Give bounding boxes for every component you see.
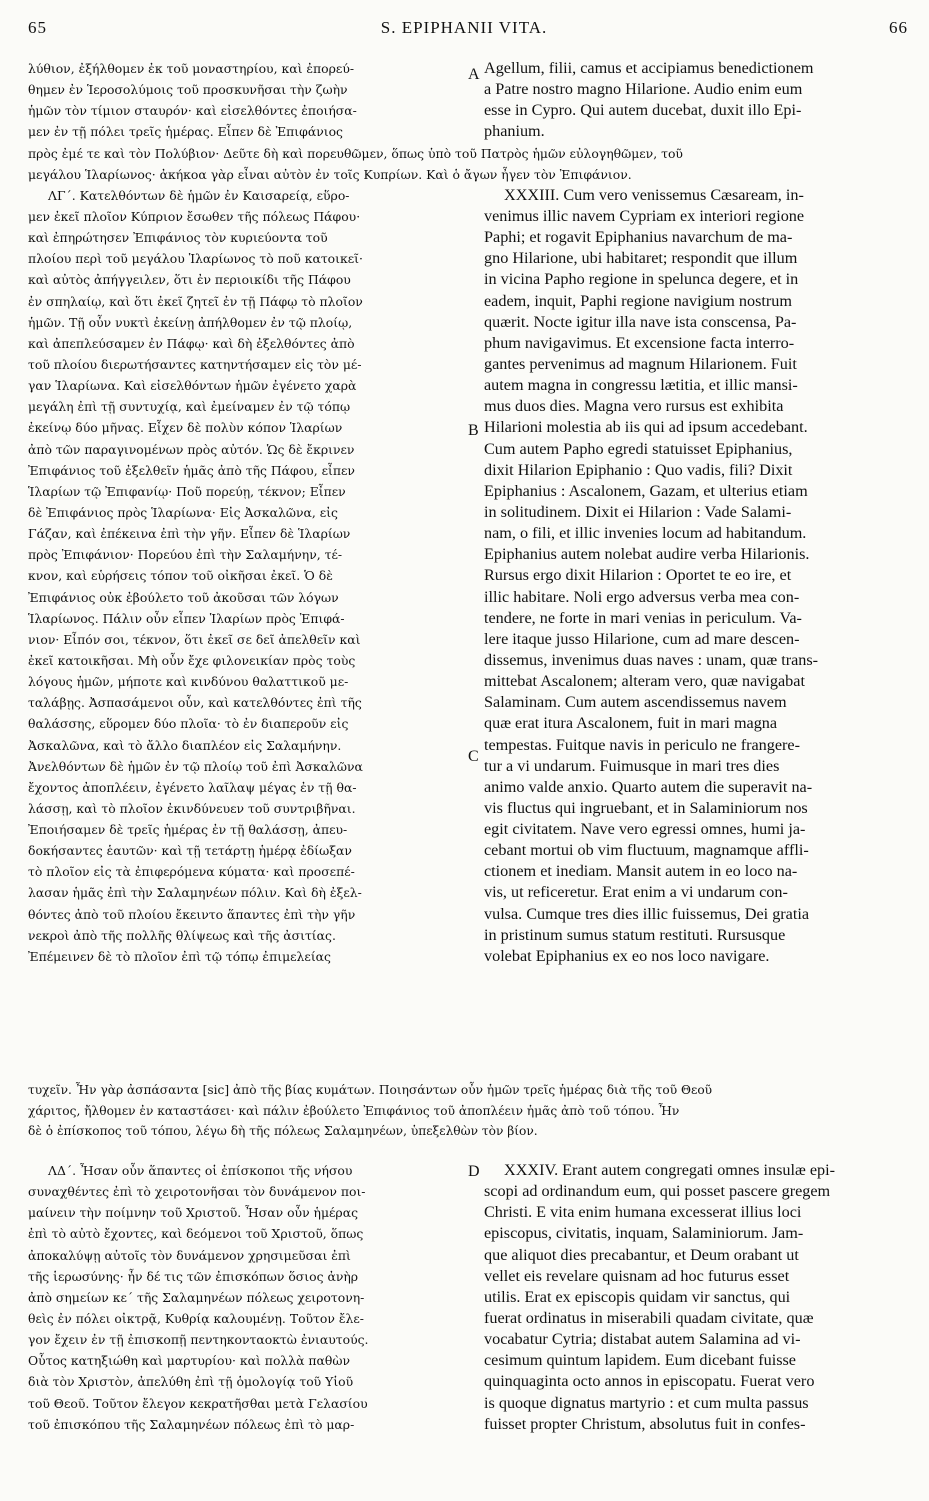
text-line: a Patre nostro magno Hilarione. Audio enim eum: [484, 80, 803, 99]
latin-column-bottom: [484, 1160, 904, 1435]
text-line: πρὸς Ἐπιφάνιον· Πορεύου ἐπὶ τὴν Σαλαμήνην, τέ-: [28, 547, 343, 563]
text-line: ἀπὸ τῶν παραγινομένων πρὸς αὐτόν. Ὡς δὲ ἔκρινεν: [28, 441, 355, 457]
text-line: μεγάλη ἐπὶ τῇ συντυχίᾳ, καὶ ἐμείναμεν ἐν τῷ τόπῳ: [28, 399, 351, 415]
text-line: Rursus ergo dixit Hilarion : Oportet te eo ire, et: [484, 566, 792, 585]
text-line: autem magna in congressu lætitia, et illic mansi-: [484, 376, 798, 395]
text-line: θαλάσσης, εὕρομεν δύο πλοῖα· τὸ ἐν διαπεροῦν εἰς: [28, 716, 349, 732]
text-line: μαίνειν τὴν ποίμνην τοῦ Χριστοῦ. Ἦσαν οὖν ἡμέρας: [28, 1205, 359, 1221]
margin-marker-a: A: [468, 66, 480, 83]
page: [14, 0, 914, 1501]
text-line: γαν Ἱλαρίωνα. Καὶ εἰσελθόντων ἡμῶν ἐγένετο χαρὰ: [28, 378, 357, 394]
text-line: Ἐπιφάνιος τοῦ ἐξελθεῖν ἡμᾶς ἀπὸ τῆς Πάφου, εἶπεν: [28, 462, 355, 478]
text-line: vis fluctus qui ingruebant, et in Salaminiorum nos: [484, 798, 808, 817]
text-line: cesimum quintum lapidem. Eum dicebant fuisse: [484, 1351, 796, 1370]
text-line: vellet eis revelare quisnam ad hoc futurus esset: [484, 1266, 790, 1285]
text-line: συναχθέντες ἐπὶ τὸ χειροτονῆσαι τὸν δυνάμενον ποι-: [28, 1184, 366, 1200]
text-line: νεκροὶ ἀπὸ τῆς πολλῆς θλίψεως καὶ τῆς ἀσιτίας.: [28, 927, 336, 943]
text-line: ἐν σπηλαίῳ, καὶ ὅτι ἐκεῖ ζητεῖ ἐν τῇ Πάφῳ τὸ πλοῖον: [28, 293, 363, 309]
text-line: XXXIII. Cum vero venissemus Cæsaream, in-: [504, 185, 804, 204]
text-line: πρὸς ἐμέ τε καὶ τὸν Πολύβιον· Δεῦτε δὴ καὶ πορευθῶμεν, ὅπως ὑπὸ τοῦ Πατρὸς ἡμῶν εὐλογηθῶμεν, τοῦ: [28, 145, 683, 161]
margin-marker-c: C: [468, 748, 479, 765]
text-line: θημεν ἐν Ἱεροσολύμοις τοῦ προσκυνῆσαι τὴν ζωὴν: [28, 82, 348, 98]
text-line: τὸ πλοῖον εἰς τὰ ἐπιφερόμενα κύματα· καὶ προσεπέ-: [28, 864, 355, 880]
text-line: Οὗτος κατηξιώθη καὶ μαρτυρίου· καὶ πολλὰ παθὼν: [28, 1353, 351, 1369]
text-line: cebant mortui ob vim fluctuum, magnamque affli-: [484, 841, 809, 860]
text-line: phanium.: [484, 122, 545, 141]
text-line: Ἀσκαλῶνα, καὶ τὸ ἄλλο διαπλέον εἰς Σαλαμήνην.: [28, 737, 342, 753]
text-line: vulsa. Cumque tres dies illic fuissemus, Dei gratia: [484, 904, 810, 923]
text-line: Ἐποιήσαμεν δὲ τρεῖς ἡμέρας ἐν τῇ θαλάσσῃ, ἀπευ-: [28, 822, 348, 838]
text-line: Ἀνελθόντων δὲ ἡμῶν ἐν τῷ πλοίῳ τοῦ ἐπὶ Ἀσκαλῶνα: [28, 758, 363, 774]
text-line: ἐπὶ τὸ αὐτὸ ἔχοντες, καὶ δεόμενοι τοῦ Χριστοῦ, ὅπως: [28, 1226, 364, 1242]
text-line: dissemus, invenimus duas naves : unam, quæ trans-: [484, 650, 819, 669]
text-line: δὲ Ἐπιφάνιος πρὸς Ἱλαρίωνα· Εἰς Ἀσκαλῶνα, εἰς: [28, 504, 338, 520]
text-line: mus duos dies. Magna vero rursus est exhibita: [484, 397, 784, 416]
text-line: in vicina Papho regione in spelunca degere, et in: [484, 270, 799, 289]
text-line: τοῦ Θεοῦ. Τοῦτον ἔλεγον κεκρατῆσθαι μετὰ Γελασίου: [28, 1395, 368, 1411]
text-line: fuerat ordinatus in miserabili quadam civitate, quæ: [484, 1308, 814, 1327]
text-line: quærit. Nocte igitur illa nave ista conscensa, Pa-: [484, 312, 797, 331]
text-line: Epiphanius : Ascalonem, Gazam, et ulterius etiam: [484, 481, 808, 500]
text-line: λόγους ἡμῶν, μήποτε καὶ κινδύνου θαλαττικοῦ με-: [28, 674, 349, 690]
text-line: venimus illic navem Cypriam ex interiori regione: [484, 206, 805, 225]
text-line: τοῦ ἐπισκόπου τῆς Σαλαμηνέων πόλεως ἐπὶ τὸ μαρ-: [28, 1416, 355, 1432]
text-line: ΛΓ΄. Κατελθόντων δὲ ἡμῶν ἐν Καισαρείᾳ, εὕρο-: [48, 187, 350, 203]
text-line: Cum autem Papho egredi statuisset Epiphanius,: [484, 439, 793, 458]
margin-marker-d: D: [468, 1163, 480, 1180]
text-line: eadem, inquit, Paphi regione navigium nostrum: [484, 291, 792, 310]
text-line: mittebat Ascalonem; alteram vero, quæ navigabat: [484, 672, 805, 691]
text-line: nam, o fili, et illic invenies locum ad habitandum.: [484, 524, 807, 543]
text-line: phum navigavimus. Et excensione facta interro-: [484, 333, 795, 352]
text-line: μεν ἐν τῇ πόλει τρεῖς ἡμέρας. Εἶπεν δὲ Ἐπιφάνιος: [28, 124, 343, 140]
text-line: ταλάβῃς. Ἀσπασάμενοι οὖν, καὶ κατελθόντες ἐπὶ τῆς: [28, 695, 362, 711]
text-line: utilis. Erat ex episcopis quidam vir sanctus, qui: [484, 1287, 791, 1306]
text-line: Christi. E vita enim humana excesserat illius loci: [484, 1203, 802, 1222]
text-line: Epiphanius autem nolebat audire verba Hilarionis.: [484, 545, 810, 564]
text-line: esse in Cypro. Qui autem ducebat, duxit illo Epi-: [484, 101, 802, 120]
text-line: καὶ αὐτὸς ἀπήγγειλεν, ὅτι ἐν περιοικίδι τῆς Πάφου: [28, 272, 351, 288]
text-line: ἀποκαλύψῃ αὐτοῖς τὸν δυνάμενον χρησιμεῦσαι ἐπὶ: [28, 1247, 351, 1263]
text-line: Γάζαν, καὶ ἐπέκεινα ἐπὶ τὴν γῆν. Εἶπεν δὲ Ἱλαρίων: [28, 526, 351, 542]
text-line: Salaminam. Cum autem ascendissemus navem: [484, 693, 787, 712]
text-line: ἡμῶν. Τῇ οὖν νυκτὶ ἐκείνῃ ἀπήλθομεν ἐν τῷ πλοίῳ,: [28, 314, 353, 330]
text-line: lere itaque jusso Hilarione, cum ad mare descen-: [484, 629, 800, 648]
text-line: δὲ ὁ ἐπίσκοπος τοῦ τόπου, λέγω δὴ τῆς πόλεως Σαλαμηνέων, ὑπεξελθὼν τὸν βίον.: [28, 1124, 538, 1138]
text-line: νιον· Εἶπόν σοι, τέκνον, ὅτι ἐκεῖ σε δεῖ ἀπελθεῖν καὶ: [28, 631, 361, 647]
text-line: in pristinum sumus statum restituti. Rursusque: [484, 925, 786, 944]
text-line: fuisset propter Christum, absolutus fuit in confes-: [484, 1414, 806, 1433]
text-line: dixit Hilarion Epiphanio : Quo vadis, fili? Dixit: [484, 460, 793, 479]
text-line: Ἐπέμεινεν δὲ τὸ πλοῖον ἐπὶ τῷ τόπῳ ἐπιμελείας: [28, 948, 331, 964]
text-line: καὶ ἐπηρώτησεν Ἐπιφάνιος τὸν κυριεύοντα τοῦ: [28, 230, 328, 246]
text-line: διὰ τὸν Χριστὸν, ἀπελύθη ἐπὶ τῇ ὁμολογίᾳ τοῦ Υἱοῦ: [28, 1374, 354, 1390]
text-line: μεγάλου Ἱλαρίωνος· ἀκήκοα γὰρ εἶναι αὐτὸν ἐν τοῖς Κυπρίων. Καὶ ὁ ἄγων ἦγεν τὸν Ἐπιφάνιον.: [28, 166, 632, 182]
text-line: ἔχοντος ἀποπλέειν, ἐγένετο λαῖλαψ μέγας ἐν τῇ θα-: [28, 779, 357, 795]
text-line: episcopus, civitatis, inquam, Salaminiorum. Jam-: [484, 1224, 804, 1243]
text-line: gno Hilarione, ubi habitaret; respondit que illum: [484, 249, 798, 268]
full-width-text: [28, 1080, 908, 1142]
text-line: καὶ ἀπεπλεύσαμεν ἐν Πάφῳ· καὶ δὴ ἐξελθόντες ἀπὸ: [28, 335, 355, 351]
text-line: Ἱλαρίωνος. Πάλιν οὖν εἶπεν Ἱλαρίων πρὸς Ἐπιφά-: [28, 610, 345, 626]
text-line: volebat Epiphanius ex eo nos loco navigare.: [484, 946, 770, 965]
text-line: τῆς ἱερωσύνης· ἦν δέ τις τῶν ἐπισκόπων ὅσιος ἀνὴρ: [28, 1268, 359, 1284]
text-line: quæ erat itura Ascalonem, fuit in mari magna: [484, 714, 778, 733]
text-line: quinquaginta octo annos in episcopatu. Fuerat vero: [484, 1372, 815, 1391]
text-line: Hilarioni molestia ab iis qui ad ipsum accedebant.: [484, 418, 808, 437]
text-line: ἀπὸ σημείων κε΄ τῆς Σαλαμηνέων πόλεως χειροτονη-: [28, 1289, 365, 1305]
text-line: θόντες ἀπὸ τοῦ πλοίου ἔκειντο ἅπαντες ἐπὶ τὴν γῆν: [28, 906, 356, 922]
text-line: λασαν ἡμᾶς ἐπὶ τὴν Σαλαμηνέων πόλιν. Καὶ δὴ ἐξελ-: [28, 885, 362, 901]
text-line: γον ἔχειν ἐν τῇ ἐπισκοπῇ πεντηκονταοκτὼ ἐνιαυτούς.: [28, 1332, 369, 1348]
text-line: egit civitatem. Nave vero egressi omnes, humi ja-: [484, 820, 806, 839]
text-line: πλοίου περὶ τοῦ μεγάλου Ἱλαρίωνος τὸ ποῦ κατοικεῖ·: [28, 251, 363, 267]
latin-column-top: [484, 58, 904, 967]
text-line: τυχεῖν. Ἦν γὰρ ἀσπάσαντα [sic] ἀπὸ τῆς βίας κυμάτων. Ποιησάντων οὖν ἡμῶν τρεῖς ἡμέρας διὰ τῆς τοῦ Θεοῦ: [28, 1083, 713, 1097]
text-line: Agellum, filii, camus et accipiamus benedictionem: [484, 59, 814, 77]
page-number-left: 65: [28, 18, 47, 37]
text-line: ἐκεῖ κατοικῆσαι. Μὴ οὖν ἔχε φιλονεικίαν πρὸς τοὺς: [28, 652, 356, 668]
text-line: ΛΔ΄. Ἦσαν οὖν ἅπαντες οἱ ἐπίσκοποι τῆς νήσου: [48, 1163, 353, 1178]
text-line: vis, ut reficeretur. Erat enim a vi undarum con-: [484, 883, 788, 902]
text-line: scopi ad ordinandum eum, qui posset pascere gregem: [484, 1182, 831, 1201]
text-line: λύθιον, ἐξήλθομεν ἐκ τοῦ μοναστηρίου, καὶ ἐπορεύ-: [28, 61, 355, 76]
text-line: is quoque dignatus martyrio : et cum multa passus: [484, 1393, 809, 1412]
text-line: animo valde anxio. Quarto autem die superavit na-: [484, 777, 813, 796]
text-line: μεν ἐκεῖ πλοῖον Κύπριον ἔσωθεν τῆς πόλεως Πάφου·: [28, 208, 361, 224]
text-line: Ἐπιφάνιος οὐκ ἐβούλετο τοῦ ἀκοῦσαι τῶν λόγων: [28, 589, 339, 605]
text-line: [484, 143, 904, 164]
text-line: χάριτος, ἤλθομεν ἐν καταστάσει· καὶ πάλιν ἐβούλετο Ἐπιφάνιος τοῦ ἀποπλέειν ἡμᾶς ἀπὸ τοῦ τόπου. Ἦν: [28, 1103, 680, 1118]
text-line: [484, 164, 904, 185]
text-line: δοκήσαντες ἑαυτῶν· καὶ τῇ τετάρτῃ ἡμέρᾳ ἐδίωξαν: [28, 843, 352, 859]
page-number-right: 66: [889, 18, 908, 37]
page-header: [14, 18, 914, 44]
text-line: ἡμῶν τὸν τίμιον σταυρόν· καὶ εἰσελθόντες ἐποιήσα-: [28, 103, 357, 119]
text-line: Paphi; et rogavit Epiphanius navarchum de ma-: [484, 228, 793, 247]
text-line: θεὶς ἐν πόλει οἰκτρᾷ, Κυθρίᾳ καλουμένῃ. Τοῦτον ἔλε-: [28, 1310, 364, 1326]
text-line: τοῦ πλοίου διερωτήσαντες κατηντήσαμεν εἰς τὸν μέ-: [28, 356, 362, 372]
text-line: ἐκείνῳ δύο μῆνας. Εἶχεν δὲ πολὺν κόπον Ἱλαρίων: [28, 420, 343, 436]
text-line: tendere, ne forte in mari venias in periculum. Va-: [484, 608, 802, 627]
text-line: gantes pervenimus ad magnum Hilarionem. Fuit: [484, 354, 797, 373]
text-line: que aliquot dies precabantur, et Deum orabant ut: [484, 1245, 799, 1264]
margin-marker-b: B: [468, 422, 479, 439]
greek-column-bottom: [28, 1160, 468, 1435]
text-line: tempestas. Fuitque navis in periculo ne frangere-: [484, 735, 801, 754]
text-line: Ἱλαρίων τῷ Ἐπιφανίῳ· Ποῦ πορεύῃ, τέκνον; Εἶπεν: [28, 483, 346, 499]
running-title: S. EPIPHANII VITA.: [380, 18, 548, 37]
text-line: XXXIV. Erant autem congregati omnes insulæ epi-: [504, 1161, 836, 1179]
text-line: κνον, καὶ εὑρήσεις τόπον τοῦ οἰκῆσαι ἐκεῖ. Ὁ δὲ: [28, 568, 333, 584]
text-line: λάσσῃ, καὶ τὸ πλοῖον ἐκινδύνευεν τοῦ συντριβῆναι.: [28, 800, 356, 816]
text-line: tur a vi undarum. Fuimusque in mari tres dies: [484, 756, 780, 775]
text-line: in solitudinem. Dixit ei Hilarion : Vade Salami-: [484, 502, 792, 521]
text-line: illic habitare. Noli ergo adversus verba mea con-: [484, 587, 800, 606]
text-line: ctionem et inediam. Mansit autem in eo loco na-: [484, 862, 798, 881]
text-line: vocabatur Cytria; distabat autem Salamina ad vi-: [484, 1330, 801, 1349]
